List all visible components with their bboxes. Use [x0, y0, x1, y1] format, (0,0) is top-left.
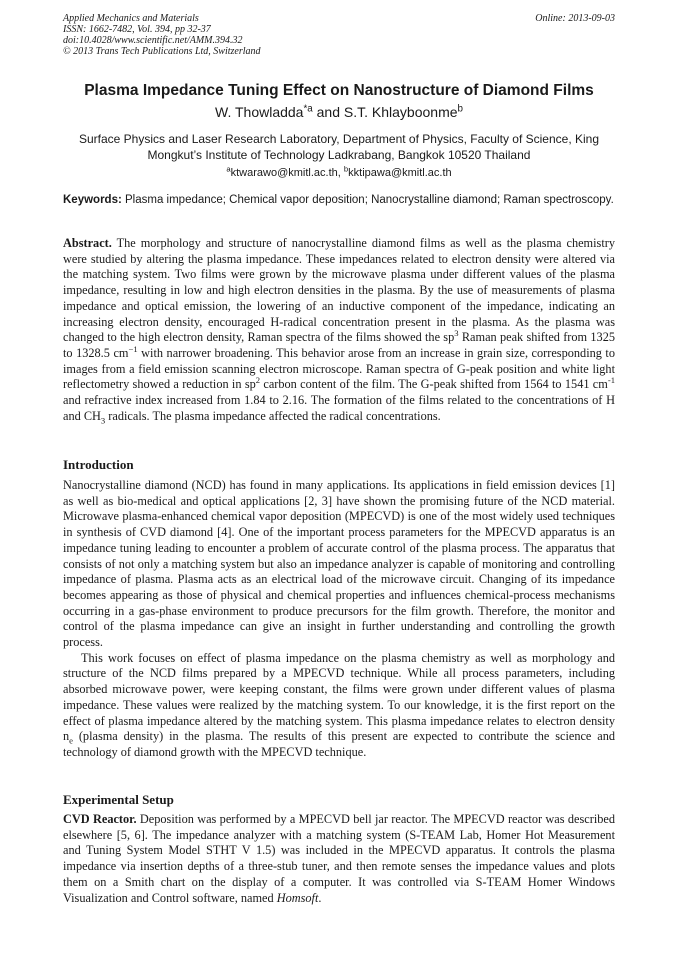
- author-line: [63, 103, 615, 121]
- experimental-heading: Experimental Setup: [63, 792, 174, 807]
- introduction-body: [63, 478, 615, 761]
- cvd-reactor-label: CVD Reactor.: [63, 812, 137, 826]
- abstract-text-2: Raman peak shifted from 1325 to 1328.5 cm: [63, 330, 615, 360]
- abstract-sup-2: −1: [128, 343, 138, 354]
- email-b: kktipawa@kmitl.ac.th: [348, 167, 452, 179]
- abstract-sub-1: 3: [100, 415, 106, 426]
- paper-title: Plasma Impedance Tuning Effect on Nanostructure of Diamond Films: [84, 82, 594, 99]
- intro-p2-text-2: (plasma density) in the plasma. The results of this present are expected to contribute the science and technology of diamond growth with the MPECVD technique.: [63, 729, 615, 759]
- abstract-sup-4: -1: [607, 375, 615, 386]
- abstract-text-3: with narrower broadening. This behavior arose from an increase in grain size, corresponding to images from a field emission scanning electron microscope. Raman spectra of G-peak position and white light reflectometry showed a reduction in sp: [63, 345, 615, 392]
- abstract: [63, 236, 615, 424]
- keywords: [63, 193, 615, 208]
- email-a-mark: a: [226, 164, 231, 174]
- experimental-text-1: Deposition was performed by a MPECVD bell jar reactor. The MPECVD reactor was described elsewhere [5, 6]. The impedance analyzer with a matching system (S-TEAM Lab, Homer Hot Measurement and Tuning System Model STHT V 1.5) was included in the MPECVD apparatus. It controls the plasma impedance via insertion depths of a three-stub tuner, and then remote senses the impedance values and plots them on a Smith chart on the display of a computer. It was controlled via S-TEAM Homer Windows Visualization and Control software, named: [63, 812, 615, 905]
- intro-p2-text-1: This work focuses on effect of plasma impedance on the plasma chemistry as well as morphology and structure of the NCD films prepared by a MPECVD technique. While all process parameters, including absorbed microwave power, were keeping constant, the films were grown under different values of plasma impedance. These values were realized by the matching system. To our knowledge, it is the first report on the effect of plasma impedance altered by the matching system. This plasma impedance relates to electron density n: [63, 650, 615, 744]
- introduction-heading: Introduction: [63, 457, 134, 472]
- email-a: ktwarawo@kmitl.ac.th,: [230, 167, 344, 179]
- intro-p2-sub: e: [69, 735, 73, 746]
- journal-header: [63, 13, 615, 57]
- author-2: S.T. Khlayboonme: [343, 104, 458, 120]
- experimental-text-2: .: [318, 890, 322, 905]
- journal-copyright: © 2013 Trans Tech Publications Ltd, Switzerland: [63, 46, 261, 57]
- email-line: [63, 166, 615, 180]
- abstract-label: Abstract.: [63, 236, 112, 250]
- author-2-mark: b: [457, 103, 463, 115]
- abstract-text-6: radicals. The plasma impedance affected the radical concentrations.: [105, 408, 441, 423]
- journal-doi: doi:10.4028/www.scientific.net/AMM.394.32: [63, 35, 243, 46]
- abstract-text-5: and refractive index increased from 1.84 to 2.16. The formation of the films related to the concentrations of H and CH: [63, 393, 615, 423]
- author-1-mark: *a: [303, 103, 313, 115]
- affiliation: Surface Physics and Laser Research Laboratory, Department of Physics, Faculty of Science, King Mongkut’s Institute of Technology Ladkrabang, Bangkok 10520 Thailand: [78, 132, 600, 162]
- keywords-label: Keywords:: [63, 194, 122, 206]
- keywords-text: Plasma impedance; Chemical vapor deposition; Nanocrystalline diamond; Raman spectroscopy.: [121, 194, 614, 206]
- email-b-mark: b: [343, 164, 349, 174]
- abstract-sup-3: 2: [255, 375, 261, 386]
- abstract-sup-1: 3: [454, 328, 459, 339]
- author-joiner: and: [312, 104, 344, 120]
- software-name: Homsoft: [276, 890, 319, 905]
- journal-issn: ISSN: 1662-7482, Vol. 394, pp 32-37: [63, 24, 211, 35]
- journal-name: Applied Mechanics and Materials: [63, 13, 199, 24]
- abstract-text-1: The morphology and structure of nanocrystalline diamond films as well as the plasma chemistry were studied by altering the plasma impedance. These impedances related to electron density were altered via the matching system. Two films were grown by the microwave plasma under different values of the plasma impedance, resulting in low and high electron densities in the plasma. By the use of measurements of plasma impedance and optical emission, the lowering of an inductive component of the impedance, indicating an increasing electron density, encouraged H-radical concentration present in the plasma. As the plasma was changed to the high electron density, Raman spectra of the films showed the sp: [63, 236, 615, 345]
- experimental-body: [63, 812, 615, 906]
- intro-paragraph-2: [63, 651, 615, 761]
- intro-paragraph-1: Nanocrystalline diamond (NCD) has found in many applications. Its applications in field emission devices [1] as well as bio-medical and optical applications [2, 3] have shown the promising future of the NCD material. Microwave plasma-enhanced chemical vapor deposition (MPECVD) is one of the most widely used techniques in synthesis of CVD diamond [4]. One of the important process parameters for the MPECVD apparatus is an impedance tuning leading to encounter a problem of accurate control of the plasma process. The apparatus that consists of not only a matching system but also an impedance analyzer is capable of monitoring and controlling impedance of plasma. Plasma acts as an electrical load of the microwave circuit. Changing of its impedance becomes appearing as those of physical and chemical properties and influences chemical-process mechanisms occurring in a gas-phase environment to produce precursors for the film growth. Therefore, the monitor and control of the plasma impedance can give an insight in further understanding and controlling the growth process.: [63, 478, 615, 650]
- abstract-text-4: carbon content of the film. The G-peak shifted from 1564 to 1541 cm: [260, 377, 608, 392]
- author-1: W. Thowladda: [215, 104, 304, 120]
- online-date: Online: 2013-09-03: [535, 13, 615, 24]
